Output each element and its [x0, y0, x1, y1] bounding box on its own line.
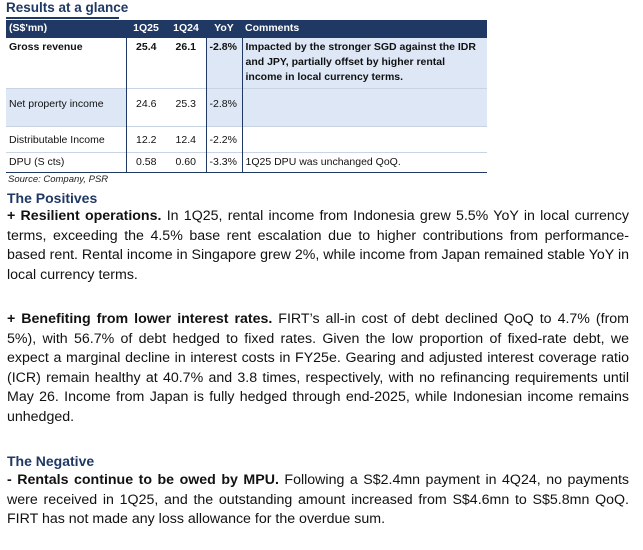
positives-paragraph-1	[7, 207, 629, 285]
cell-yoy: -2.8%	[206, 88, 242, 126]
table-row-distributable-income	[6, 126, 487, 152]
cell-comment	[242, 88, 487, 126]
paragraph-lead: + Benefiting from lower interest rates.	[7, 311, 273, 327]
cell-1q24: 25.3	[166, 88, 206, 126]
paragraph-text: FIRT’s all-in cost of debt declined QoQ to 4.7% (from 5%), with 56.7% of debt hedged to fixed rates. Given the low proportion of fixed-rate debt, we expect a marginal decline in interest costs in FY25e. Gearing and adjusted interest coverage ratio (ICR) remain healthy at 40.7% and 3.8 times, respectively, with no refinancing requirements until May 26. Income from Japan is fully hedged through end-2025, while Indonesian income remains unhedged.	[7, 311, 629, 425]
cell-1q24: 0.60	[166, 152, 206, 172]
cell-yoy: -2.8%	[206, 38, 242, 88]
cell-yoy: -3.3%	[206, 152, 242, 172]
results-table	[6, 20, 487, 173]
title-underline	[6, 17, 119, 19]
paragraph-text: Following a S$2.4mn payment in 4Q24, no payments were received in 1Q25, and the outstanding amount increased from S$4.6mn to S$5.8mn QoQ. FIRT has not made any loss allowance for the overdue sum.	[7, 472, 629, 528]
cell-1q25: 0.58	[126, 152, 166, 172]
cell-1q24: 26.1	[166, 38, 206, 88]
cell-comment: Impacted by the stronger SGD against the IDR and JPY, partially offset by higher rental income in local currency terms.	[242, 38, 487, 88]
header-units: (S$'mn)	[6, 20, 126, 38]
header-1q24: 1Q24	[166, 20, 206, 38]
positives-heading: The Positives	[7, 190, 98, 206]
table-row-net-property-income	[6, 88, 487, 126]
negative-paragraph-1	[7, 471, 629, 530]
header-yoy: YoY	[206, 20, 242, 38]
row-label: DPU (S cts)	[6, 152, 126, 172]
cell-1q25: 12.2	[126, 126, 166, 152]
cell-comment: 1Q25 DPU was unchanged QoQ.	[242, 152, 487, 172]
cell-yoy: -2.2%	[206, 126, 242, 152]
paragraph-lead: + Resilient operations.	[7, 208, 162, 224]
row-label: Distributable Income	[6, 126, 126, 152]
table-row-gross-revenue	[6, 38, 487, 88]
source-note: Source: Company, PSR	[8, 174, 109, 185]
row-label: Net property income	[6, 88, 126, 126]
header-1q25: 1Q25	[126, 20, 166, 38]
section-title: Results at a glance	[6, 0, 129, 15]
table-header-row	[6, 20, 487, 38]
cell-1q25: 24.6	[126, 88, 166, 126]
paragraph-text: In 1Q25, rental income from Indonesia grew 5.5% YoY in local currency terms, exceeding the 4.5% base rent escalation due to higher contributions from performance-based rent. Rental income in Singapore grew 2%, while income from Japan remained stable YoY in local currency terms.	[7, 208, 629, 283]
cell-comment	[242, 126, 487, 152]
cell-1q25: 25.4	[126, 38, 166, 88]
negative-heading: The Negative	[7, 453, 95, 469]
positives-paragraph-2	[7, 310, 629, 428]
paragraph-lead: - Rentals continue to be owed by MPU.	[7, 472, 279, 488]
header-comments: Comments	[242, 20, 487, 38]
row-label: Gross revenue	[6, 38, 126, 88]
table-row-dpu	[6, 152, 487, 172]
cell-1q24: 12.4	[166, 126, 206, 152]
